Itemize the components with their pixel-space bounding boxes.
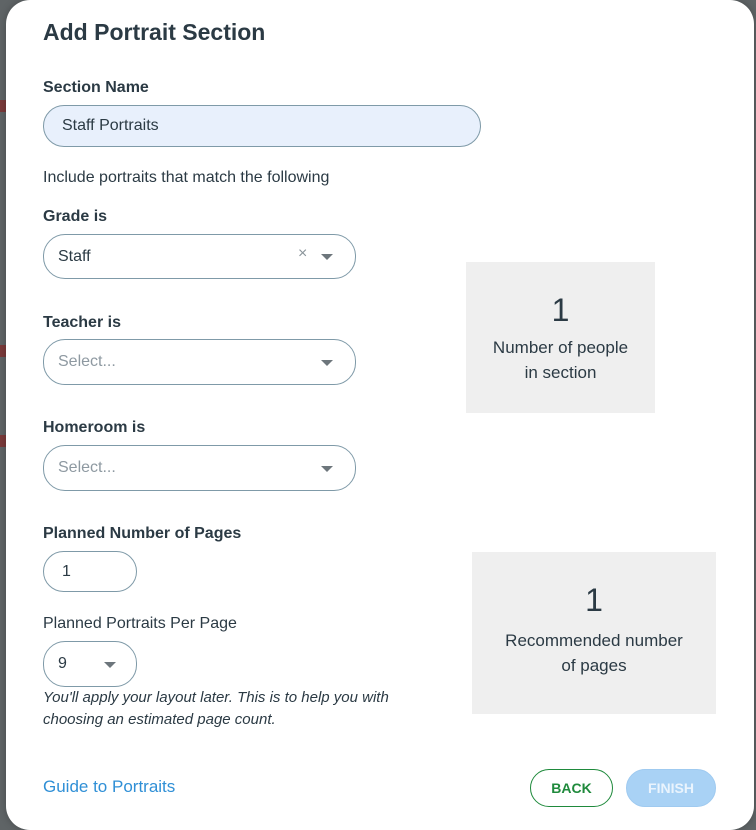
section-name-input[interactable]	[43, 105, 481, 147]
grade-label: Grade is	[43, 208, 108, 225]
chevron-down-icon[interactable]	[321, 360, 333, 366]
section-name-value: Staff Portraits	[62, 117, 159, 134]
portraits-per-page-select[interactable]	[43, 641, 137, 687]
grade-select[interactable]	[43, 234, 356, 279]
grade-value: Staff	[58, 247, 91, 265]
recommended-pages-label-line2: of pages	[561, 656, 627, 675]
people-count-number: 1	[551, 292, 570, 328]
homeroom-placeholder: Select...	[58, 459, 116, 476]
chevron-down-icon[interactable]	[104, 662, 116, 668]
filter-intro-text: Include portraits that match the following	[43, 169, 330, 186]
people-count-label-line1: Number of people	[492, 338, 629, 357]
layout-hint-text	[43, 687, 389, 731]
dialog-title: Add Portrait Section	[43, 19, 266, 45]
portraits-per-page-label: Planned Portraits Per Page	[43, 615, 237, 632]
homeroom-label: Homeroom is	[43, 419, 146, 436]
planned-pages-input[interactable]	[43, 551, 137, 592]
layout-hint-line2: choosing an estimated page count.	[43, 711, 276, 728]
recommended-pages-label-line1: Recommended number	[505, 631, 683, 650]
portraits-per-page-value: 9	[58, 655, 67, 672]
planned-pages-value: 1	[62, 562, 71, 580]
teacher-label: Teacher is	[43, 314, 121, 331]
add-portrait-section-dialog	[6, 0, 754, 830]
recommended-pages-box	[472, 552, 716, 714]
teacher-placeholder: Select...	[58, 353, 116, 370]
section-name-label: Section Name	[43, 79, 149, 96]
teacher-select[interactable]	[43, 339, 356, 385]
planned-pages-label: Planned Number of Pages	[43, 525, 242, 542]
homeroom-select[interactable]	[43, 445, 356, 491]
chevron-down-icon[interactable]	[321, 466, 333, 472]
finish-button[interactable]: FINISH	[626, 769, 716, 807]
recommended-pages-number: 1	[585, 582, 603, 618]
people-count-box	[466, 262, 655, 413]
chevron-down-icon[interactable]	[321, 254, 333, 260]
back-button[interactable]: BACK	[530, 769, 613, 807]
guide-to-portraits-link[interactable]: Guide to Portraits	[43, 777, 176, 796]
people-count-label-line2: in section	[524, 363, 597, 382]
clear-icon[interactable]: ×	[298, 245, 308, 262]
layout-hint-line1: You'll apply your layout later. This is to help you with	[43, 689, 389, 706]
